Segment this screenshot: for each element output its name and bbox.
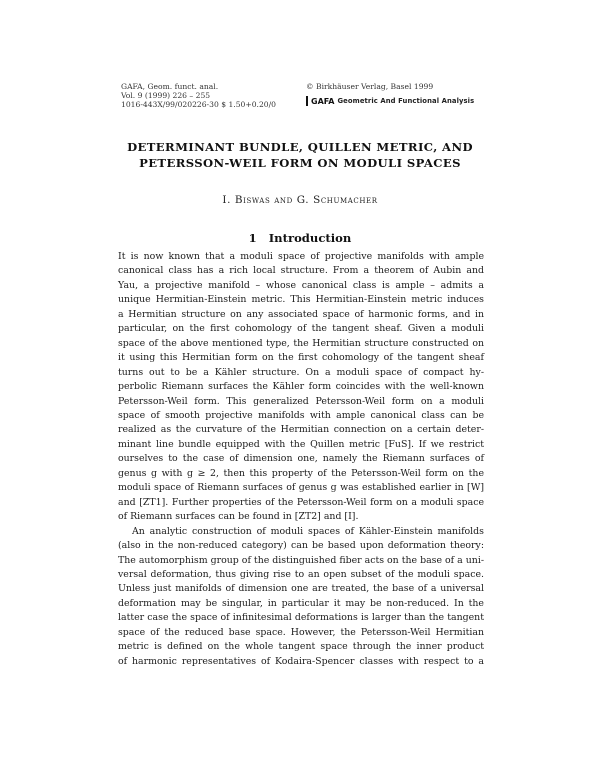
text-line: of harmonic representatives of Kodaira-Spencer classes with respect to a xyxy=(118,655,484,667)
text-line: particular, on the first cohomology of the tangent sheaf. Given a moduli xyxy=(118,323,484,335)
section-title: Introduction xyxy=(268,231,352,245)
journal-volume: Vol. 9 (1999) 226 – 255 xyxy=(121,91,211,101)
title-line-2: PETERSSON-WEIL FORM ON MODULI SPACES xyxy=(139,156,461,170)
text-line: realized as the curvature of the Hermitian connection on a certain deter- xyxy=(118,424,484,436)
text-line: It is now known that a moduli space of projective manifolds with ample xyxy=(118,251,484,262)
text-line: Unless just manifolds of dimension one are treated, the base of a universal xyxy=(118,583,484,595)
text-line: metric is defined on the whole tangent space through the inner product xyxy=(118,641,484,653)
paper-title xyxy=(100,139,500,171)
logo-text: GAFA xyxy=(311,96,335,106)
text-line: of Riemann surfaces can be found in [ZT2] and [I]. xyxy=(118,511,359,523)
paragraph xyxy=(118,525,484,670)
section-number: 1 xyxy=(248,231,257,245)
text-line: deformation may be singular, in particular it may be non-reduced. In the xyxy=(118,597,484,609)
text-line: space of smooth projective manifolds with ample canonical class can be xyxy=(118,409,484,421)
text-line: Petersson-Weil form. This generalized Petersson-Weil form on a moduli xyxy=(118,395,484,407)
text-line: ourselves to the case of dimension one, namely the Riemann surfaces of xyxy=(118,453,484,465)
journal-full-name: Geometric And Functional Analysis xyxy=(337,96,475,105)
title-line-1: DETERMINANT BUNDLE, QUILLEN METRIC, AND xyxy=(127,140,473,154)
text-line: canonical class has a rich local structure. From a theorem of Aubin and xyxy=(118,265,484,277)
journal-name: GAFA, Geom. funct. anal. xyxy=(121,82,219,91)
text-line: it using this Hermitian form on the first cohomology of the tangent sheaf xyxy=(118,352,484,364)
text-line: versal deformation, thus giving rise to an open subset of the moduli space. xyxy=(118,568,484,580)
journal-logo xyxy=(306,96,474,106)
journal-issn: 1016-443X/99/020226-30 $ 1.50+0.20/0 xyxy=(121,100,277,110)
text-line: latter case the space of infinitesimal deformations is larger than the tangent xyxy=(118,612,484,624)
paper-authors: I. Biswas and G. Schumacher xyxy=(222,194,378,206)
body-text xyxy=(118,250,484,669)
text-line: An analytic construction of moduli spaces of Kähler-Einstein manifolds xyxy=(132,525,484,537)
text-line: Yau, a projective manifold – whose canonical class is ample – admits a xyxy=(118,279,484,291)
text-line: minant line bundle equipped with the Quillen metric [FuS]. If we restrict xyxy=(118,438,484,450)
journal-info xyxy=(121,82,276,110)
text-line: moduli space of Riemann surfaces of genus g was established earlier in [W] xyxy=(118,482,484,494)
copyright-notice: © Birkhäuser Verlag, Basel 1999 xyxy=(306,82,434,91)
text-line: unique Hermitian-Einstein metric. This Hermitian-Einstein metric induces xyxy=(118,294,484,306)
publisher-info xyxy=(306,82,474,106)
text-line: turns out to be a Kähler structure. On a moduli space of compact hy- xyxy=(118,366,484,378)
text-line: space of the reduced base space. However, the Petersson-Weil Hermitian xyxy=(118,626,484,638)
text-line: perbolic Riemann surfaces the Kähler form coincides with the well-known xyxy=(118,381,484,393)
text-line: a Hermitian structure on any associated space of harmonic forms, and in xyxy=(118,308,484,320)
section-heading xyxy=(100,231,500,245)
paragraph xyxy=(118,250,484,525)
text-line: genus g with g ≥ 2, then this property of the Petersson-Weil form on the xyxy=(118,467,484,479)
logo-bar-icon xyxy=(306,96,308,106)
text-line: and [ZT1]. Further properties of the Petersson-Weil form on a moduli space xyxy=(118,496,484,508)
text-line: (also in the non-reduced category) can be based upon deformation theory: xyxy=(118,540,484,552)
text-line: The automorphism group of the distinguished fiber acts on the base of a uni- xyxy=(118,554,484,566)
text-line: space of the above mentioned type, the Hermitian structure constructed on xyxy=(118,337,484,349)
